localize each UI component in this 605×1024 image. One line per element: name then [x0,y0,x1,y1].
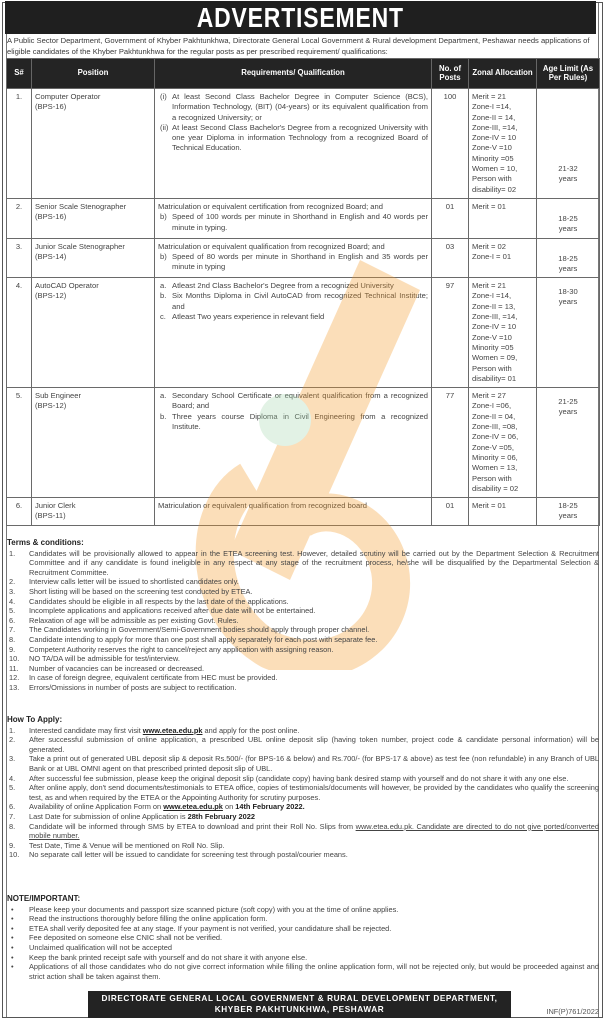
zonal-line: Merit = 01 [472,201,506,211]
zonal-line: Zone-I =14, [472,291,512,301]
zonal-line: Minority = 06, [472,452,518,462]
zonal-line: Zone-IV = 10 [472,322,517,332]
requirement-list [158,391,428,432]
term-item: 7. The Candidates working in Government/Semi-Government bodies should apply through proper channel. [9,625,370,635]
apply-step-8: 8. Candidate will be informed through SMS by ETEA to download and print their Roll No. Slips from www.etea.edu.pk. Candidate are directed to do not give ported/converted mobile number. [9,821,599,841]
requirement-lead: Matriculation or equivalent certification from recognized Board; and [158,201,383,211]
reference-number: INF(P)761/2022 [546,1007,599,1016]
position-title: AutoCAD Operator [35,281,99,291]
term-item: 4. Candidates should be eligible in all respects by the last date of the applications. [9,596,289,606]
position-cell [32,498,155,526]
terms-list [7,549,599,693]
availability-date: 14th February 2022. [235,802,305,812]
requirement-list [158,212,428,233]
position-bps: (BPS-16) [35,102,67,112]
table-row [7,498,600,526]
position-bps: (BPS-12) [35,401,67,411]
zonal-allocation-cell [469,498,537,526]
bullet-icon: • [11,952,14,962]
advertisement-title [5,1,596,34]
position-title: Junior Clerk [35,501,76,511]
zonal-line: Zone-II = 13, [472,301,516,311]
apply-step-10: 10. No separate call letter will be issued to candidate for screening test through postal/courier means. [9,850,348,860]
zonal-line: Person with [472,473,512,483]
apply-step-3: 3. Take a print out of generated UBL deposit slip & deposit Rs.500/- (for BPS-16 & below) and Rs.700/- (for BPS-17 & above) as test fee (non refundable) in any Branch of UBL Bank or at UBL OMNI agent on that prescribed printed deposit slip of UBL. [9,754,599,773]
how-to-apply-section [7,715,599,860]
col-header-zonal: Zonal Allocation [469,59,537,89]
position-title: Computer Operator [35,92,101,101]
note-item: • Fee deposited on someone else CNIC shall not be verified. [7,933,599,943]
requirement-item: c. Atleast Two years experience in relevant field [160,312,325,322]
zonal-line: Person with [472,174,512,184]
zonal-line: Zone-I =14, [472,102,512,112]
posts-count: 100 [432,89,469,199]
requirement-list [158,92,428,154]
position-cell [32,278,155,388]
how-to-apply-heading: How To Apply: [7,715,63,724]
apply-step-9: 9. Test Date, Time & Venue will be mentioned on Roll No. Slip. [9,840,225,850]
zonal-line: Zone-III, =14, [472,312,518,322]
zonal-line: Zone-I = 01 [472,251,512,261]
requirement-lead: Matriculation or equivalent qualification from recognized Board; and [158,241,385,251]
col-header-requirements: Requirements/ Qualification [155,59,432,89]
intro-paragraph: A Public Sector Department, Government of Khyber Pakhtunkhwa, Directorate General Local Government & Rural development Department, Peshawar needs applications of eligible candidates of the Khyber Pakhtunkhwa for the regular posts as per prescribed requirement/ qualifications: [7,36,590,56]
zonal-line: disability = 02 [472,483,519,493]
position-bps: (BPS-14) [35,251,67,261]
title-text: ADVERTISEMENT [196,1,405,33]
requirement-item: b) Speed of 80 words per minute in Shorthand in English and 35 words per minute in typing [160,251,428,272]
age-range: 21-32 [558,164,578,173]
requirement-item: b) Speed of 100 words per minute in Shorthand in English and 40 words per minute in typing. [160,212,428,232]
serial-number: 1. [7,89,32,199]
requirement-list [158,252,428,273]
serial-number: 2. [7,198,32,238]
serial-number: 5. [7,388,32,498]
requirements-cell [155,388,432,498]
age-unit: years [558,297,578,307]
note-item: • Unclaimed qualification will not be accepted [7,943,599,953]
zonal-line: Zone-III, =08, [472,422,518,432]
term-item: 2. Interview calls letter will be issued to shortlisted candidates only. [9,577,239,587]
apply-step-4: 4. After successful fee submission, please keep the original deposit slip (candidate copy) having bank desired stamp with yourself and do not share it with any one else. [9,773,569,783]
col-header-posts: No. of Posts [432,59,469,89]
age-unit: years [558,174,578,184]
zonal-line: Zone-V =10 [472,332,512,342]
col-header-sn: S# [7,59,32,89]
serial-number: 4. [7,278,32,388]
etea-link[interactable]: www.etea.edu.pk [142,725,203,735]
note-item: • Applications of all those candidates who do not give correct information while filling the online application form, will not be rejected only, but would be proceeded against and strict action shall be taken against them. [7,962,599,981]
zonal-line: Zone-IV = 06, [472,432,519,442]
note-item: • ETEA shall verify deposited fee at any stage. If your payment is not verified, your candidature shall be rejected. [7,924,599,934]
position-bps: (BPS-12) [35,291,67,301]
col-header-position: Position [32,59,155,89]
how-to-apply-list [7,726,599,860]
notes-heading: NOTE/IMPORTANT: [7,894,81,903]
age-range: 21-25 [558,397,578,407]
table-row [7,89,600,199]
zonal-line: Minority =05 [472,153,514,163]
requirements-cell [155,238,432,278]
zonal-allocation-cell [469,89,537,199]
requirements-cell [155,278,432,388]
age-limit-cell [537,198,600,238]
zonal-line: Zone-V =05, [472,442,515,452]
serial-number: 6. [7,498,32,526]
notes-list [7,905,599,982]
age-limit-cell [537,498,600,526]
zonal-line: Zone-II = 04, [472,411,516,421]
age-unit: years [558,224,578,234]
requirement-item: b. Three years course Diploma in Civil Engineering from a recognized Institute. [160,411,428,432]
zonal-line: Women = 13, [472,463,518,473]
position-bps: (BPS-16) [35,212,67,222]
age-unit: years [558,407,578,417]
etea-link[interactable]: www.etea.edu.pk. Candidate are directed to do not give ported/converted mobile number. [29,821,599,841]
terms-heading: Terms & conditions: [7,538,84,547]
age-unit: years [558,511,578,521]
apply-step-1: 1. Interested candidate may first visit www.etea.edu.pk and apply for the post online. [9,725,300,735]
bullet-icon: • [11,923,14,933]
term-item: 13. Errors/Omissions in number of posts are subject to rectification. [9,682,237,692]
bullet-icon: • [11,942,14,952]
position-title: Senior Scale Stenographer [35,201,127,211]
requirement-item: a. Secondary School Certificate or equivalent qualification from a recognized Board; and [160,391,428,411]
position-title: Sub Engineer [35,391,82,401]
department-line-1: DIRECTORATE GENERAL LOCAL GOVERNMENT & RURAL DEVELOPMENT DEPARTMENT, [101,994,498,1003]
last-date: 28th February 2022 [187,811,255,821]
table-row [7,198,600,238]
term-item: 5. Incomplete applications and applications received after due date will not be entertained. [9,606,316,616]
apply-step-5: 5. After online apply, don't send documents/testimonials to ETEA office, copies of testimonials/documents will however, be provided by the candidates who qualify the screening test, as and when required by the ETEA or the Appointing Authority for scrutiny purposes. [9,783,599,802]
zonal-line: Zone-III, =14, [472,122,518,132]
position-cell [32,388,155,498]
zonal-line: Merit = 21 [472,281,506,291]
age-limit-cell [537,89,600,199]
table-row [7,278,600,388]
etea-link[interactable]: www.etea.edu.pk [163,802,223,812]
apply-step-2: 2. After successful submission of online application, a prescribed UBL online deposit slip (having token number, project code & candidate personal information) will be generated. [9,735,599,754]
term-item: 10. NO TA/DA will be admissible for test/interview. [9,654,180,664]
requirements-cell [155,498,432,526]
age-limit-cell [537,388,600,498]
term-item: 1. Candidates will be provisionally allowed to appear in the ETEA screening test. However, detailed scrutiny will be carried out by the Department Selection & Recruitment Committee and if any candidate is found ineligible in any respect at any stage of the recruitment process, he/she will be disqualified by the Departmental Selection & Recruitment Committee. [9,548,599,577]
positions-table [6,58,600,526]
zonal-line: disability= 01 [472,373,517,383]
zonal-line: disability= 02 [472,184,517,194]
apply-step-7: 7. Last Date for submission of online Application is 28th February 2022 [9,811,255,821]
position-cell [32,198,155,238]
zonal-line: Zone-IV = 10 [472,133,517,143]
zonal-line: Merit = 01 [472,501,506,511]
posts-count: 01 [432,198,469,238]
posts-count: 01 [432,498,469,526]
zonal-allocation-cell [469,278,537,388]
serial-number: 3. [7,238,32,278]
zonal-allocation-cell [469,238,537,278]
position-cell [32,238,155,278]
term-item: 9. Competent Authority reserves the right to cancel/reject any application with assigning reason. [9,644,334,654]
issuing-department-box [88,991,511,1018]
zonal-line: Women = 09, [472,353,518,363]
position-bps: (BPS-11) [35,511,66,521]
table-row [7,238,600,278]
term-item: 3. Short listing will be based on the screening test conducted by ETEA. [9,586,253,596]
zonal-allocation-cell [469,198,537,238]
position-title: Junior Scale Stenographer [35,241,125,251]
notes-section [7,894,599,981]
term-item: 11. Number of vacancies can be increased or decreased. [9,663,205,673]
requirement-list [158,281,428,322]
zonal-line: Merit = 02 [472,241,506,251]
col-header-age: Age Limit (As Per Rules) [537,59,600,89]
posts-count: 97 [432,278,469,388]
bullet-icon: • [11,962,14,972]
bullet-icon: • [11,914,14,924]
age-range: 18-30 [558,287,578,297]
department-line-2: KHYBER PAKHTUNKHWA, PESHAWAR [214,1005,385,1014]
zonal-line: Merit = 27 [472,391,506,401]
age-range: 18-25 [558,213,578,223]
note-item: • Please keep your documents and passport size scanned picture (soft copy) with you at the time of online applies. [7,905,599,915]
age-range: 18-25 [558,501,578,511]
terms-section [7,538,599,693]
requirements-cell [155,198,432,238]
term-item: 12. In case of foreign degree, equivalent certificate from HEC must be provided. [9,673,278,683]
requirements-cell [155,89,432,199]
requirement-item: (i) At least Second Class Bachelor Degree in Computer Science (BCS), Information Technology, (BIT) (04-years) or its equivalent qualification from a recognized University; or [160,92,428,122]
zonal-line: Person with [472,363,512,373]
age-limit-cell [537,238,600,278]
zonal-allocation-cell [469,388,537,498]
requirement-lead: Matriculation or equivalent qualification from recognized board [158,501,367,511]
age-range: 18-25 [558,253,578,263]
requirement-item: b. Six Months Diploma in Civil AutoCAD from recognized Technical Institute; and [160,291,428,311]
bullet-icon: • [11,933,14,943]
zonal-line: Minority =05 [472,342,514,352]
term-item: 6. Relaxation of age will be admissible as per existing Govt. Rules. [9,615,239,625]
position-cell [32,89,155,199]
bullet-icon: • [11,904,14,914]
zonal-line: Zone-I =06, [472,401,512,411]
posts-count: 77 [432,388,469,498]
zonal-line: Merit = 21 [472,92,506,101]
table-row [7,388,600,498]
age-limit-cell [537,278,600,388]
apply-step-6: 6. Availability of online Application Form on www.etea.edu.pk on 14th February 2022. [9,802,305,812]
requirement-item: a. Atleast 2nd Class Bachelor's Degree from a recognized University [160,281,394,291]
zonal-line: Zone-V =10 [472,143,512,153]
zonal-line: Zone-II = 14, [472,112,516,122]
age-unit: years [558,263,578,273]
zonal-line: Women = 10, [472,164,518,174]
requirement-item: (ii) At least Second Class Bachelor's Degree from a recognized University with one year Diploma in information Technology from a recognized Board of Technical Education. [160,122,428,153]
table-header-row [7,59,600,89]
note-item: • Read the instructions thoroughly before filling the online application form. [7,914,599,924]
note-item: • Keep the bank printed receipt safe with yourself and do not share it with anyone else. [7,953,599,963]
term-item: 8. Candidate intending to apply for more than one post shall apply separately for each post with separate fee. [9,634,378,644]
posts-count: 03 [432,238,469,278]
